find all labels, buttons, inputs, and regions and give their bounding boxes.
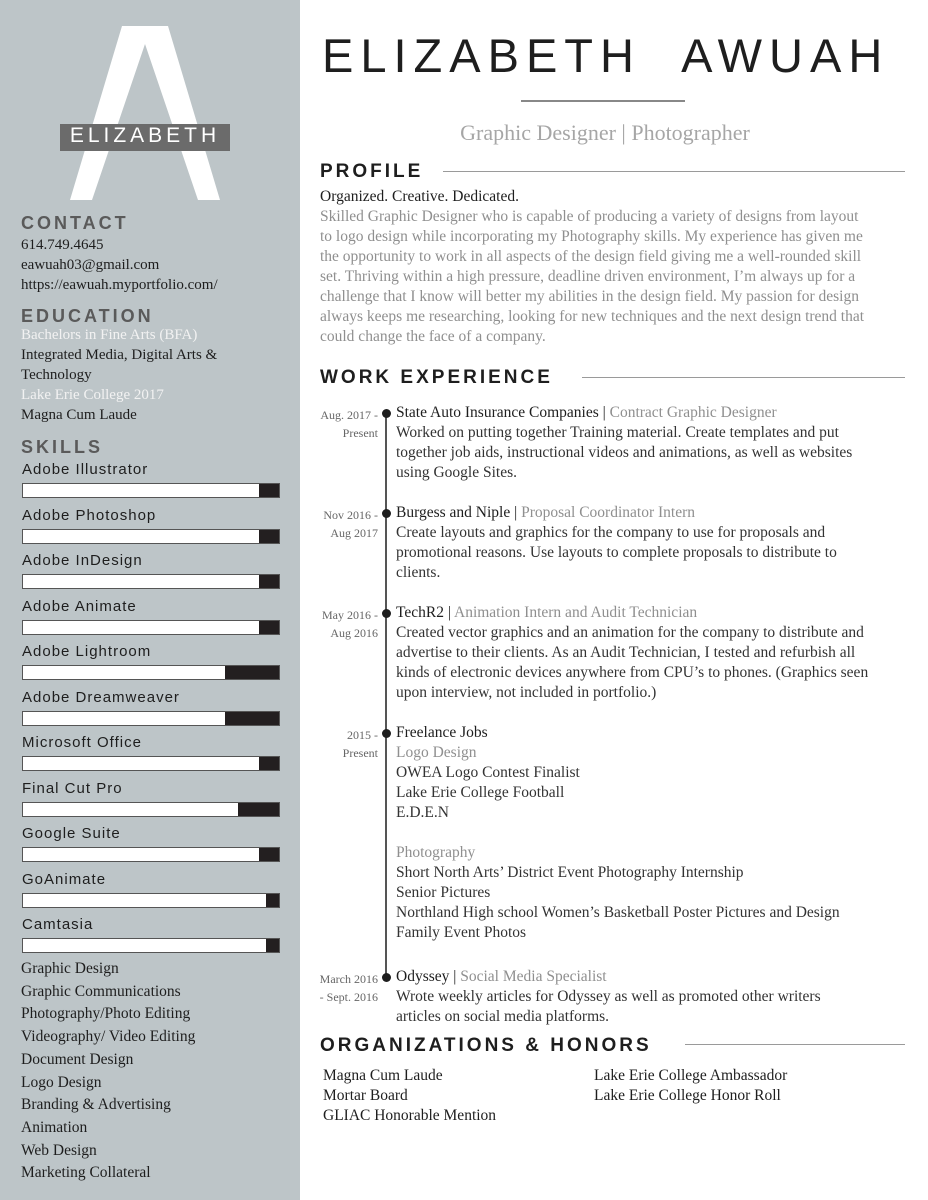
skill-list-item: Web Design	[21, 1141, 97, 1159]
skill-bar	[22, 665, 280, 680]
job-date-end: Aug 2017	[330, 526, 378, 540]
skill-bar	[22, 620, 280, 635]
job-separator: |	[602, 404, 606, 421]
skill-list-item: Document Design	[21, 1050, 134, 1068]
timeline-dot	[382, 609, 391, 618]
job-description-line: advertise to their clients. As an Audit Technician, I tested and refurbish all	[396, 644, 856, 661]
skill-list-item: Marketing Collateral	[21, 1164, 151, 1182]
contact-portfolio-link[interactable]: https://eawuah.myportfolio.com/	[21, 277, 218, 293]
profile-line: could change the face of a company.	[320, 328, 546, 345]
skill-name: GoAnimate	[22, 870, 107, 888]
skill-bar	[22, 847, 280, 862]
job-company: Odyssey	[396, 968, 450, 985]
job-header	[396, 603, 697, 623]
job-header	[396, 403, 777, 423]
freelance-item: Senior Pictures	[396, 884, 491, 901]
job-header	[396, 503, 695, 523]
skill-name: Microsoft Office	[22, 734, 142, 751]
job-role: Contract Graphic Designer	[609, 404, 777, 421]
skill-bar-fill	[259, 757, 279, 770]
skill-list-item: Photography/Photo Editing	[21, 1005, 191, 1023]
main-content	[300, 0, 928, 1200]
honor-item: GLIAC Honorable Mention	[323, 1107, 497, 1124]
job-company: Freelance Jobs	[396, 724, 488, 741]
profile-line: to logo design while incorporating my Photography skills. My experience has given me	[320, 228, 863, 245]
sidebar	[0, 0, 300, 1200]
monogram-label: ELIZABETH	[69, 124, 221, 147]
job-date-start: March 2016	[319, 972, 378, 986]
job-separator: |	[447, 604, 451, 621]
profile-line: the opportunity to work in all aspects of the design field giving me a well-rounded skill	[320, 248, 862, 265]
job-description-line: upon interview, not included in portfolio.)	[396, 684, 657, 701]
skill-name: Adobe Animate	[22, 597, 137, 615]
last-name: AWUAH	[681, 29, 890, 82]
education-school: Lake Erie College 2017	[21, 387, 164, 403]
freelance-category: Logo Design	[396, 744, 477, 761]
job-separator: |	[514, 504, 518, 521]
skill-bar	[22, 574, 280, 589]
freelance-item: OWEA Logo Contest Finalist	[396, 764, 580, 781]
skill-bar-fill	[225, 666, 279, 679]
skill-name: Adobe Photoshop	[22, 506, 157, 524]
job-role: Social Media Specialist	[460, 968, 607, 985]
freelance-item: E.D.E.N	[396, 804, 449, 821]
education-major: Integrated Media, Digital Arts &	[21, 347, 218, 363]
role-graphic: Graphic Designer	[460, 120, 616, 145]
skill-list-item: Videography/ Video Editing	[21, 1028, 196, 1046]
job-description-line: Create layouts and graphics for the company to use for proposals and	[396, 524, 826, 541]
profile-line: challenge that I know will better my abilities in the design field. My passion for design	[320, 288, 859, 305]
education-heading: EDUCATION	[21, 306, 154, 326]
honor-item: Magna Cum Laude	[323, 1067, 443, 1084]
skill-bar	[22, 483, 280, 498]
contact-email[interactable]: eawuah03@gmail.com	[21, 257, 160, 273]
skill-name: Adobe InDesign	[22, 552, 143, 569]
freelance-item: Short North Arts’ District Event Photography Internship	[396, 864, 744, 881]
skill-list-item: Logo Design	[21, 1073, 102, 1091]
skill-list-item: Graphic Design	[21, 960, 119, 977]
job-company: State Auto Insurance Companies	[396, 404, 599, 421]
education-major-cont: Technology	[21, 367, 92, 383]
skill-bar	[22, 802, 280, 817]
job-description-line: Wrote weekly articles for Odyssey as well as promoted other writers	[396, 988, 821, 1005]
job-header	[396, 967, 607, 987]
work-rule	[582, 377, 905, 378]
skill-bar	[22, 529, 280, 544]
role-photo: Photographer	[631, 120, 750, 145]
job-date-end: Present	[342, 426, 378, 440]
skill-list-item: Graphic Communications	[21, 982, 181, 1000]
skill-bar-fill	[259, 575, 279, 588]
timeline-dot	[382, 973, 391, 982]
honors-rule	[685, 1044, 905, 1045]
honor-item: Mortar Board	[323, 1087, 408, 1104]
skill-bar	[22, 756, 280, 771]
timeline-line	[385, 413, 387, 977]
skill-bar-fill	[238, 803, 279, 816]
job-description-line: clients.	[396, 564, 441, 581]
job-date-end: Present	[342, 746, 378, 760]
timeline-dot	[382, 509, 391, 518]
job-date-start: Aug. 2017 -	[320, 408, 378, 422]
job-role: Proposal Coordinator Intern	[521, 504, 696, 521]
honor-item: Lake Erie College Ambassador	[594, 1067, 788, 1084]
skill-bar-fill	[259, 621, 279, 634]
profile-tagline: Organized. Creative. Dedicated.	[320, 188, 519, 205]
job-company: Burgess and Niple	[396, 504, 511, 521]
skill-bar-fill	[266, 939, 279, 952]
contact-heading: CONTACT	[21, 213, 129, 233]
skills-heading: SKILLS	[21, 437, 104, 457]
job-description-line: together job aids, instructional videos and animations, as well as websites	[396, 444, 853, 461]
job-description-line: using Google Sites.	[396, 464, 517, 481]
timeline-dot	[382, 409, 391, 418]
profile-line: always keeps me researching, looking for new techniques and the next design trend that	[320, 308, 865, 325]
job-date-start: Nov 2016 -	[323, 508, 378, 522]
skill-name: Final Cut Pro	[22, 779, 123, 797]
skill-bar	[22, 711, 280, 726]
title-separator: |	[621, 120, 626, 145]
job-description-line: Worked on putting together Training material. Create templates and put	[396, 424, 839, 441]
job-description-line: articles on social media platforms.	[396, 1008, 610, 1025]
skill-list-item: Branding & Advertising	[21, 1096, 171, 1114]
job-description-line: Created vector graphics and an animation for the company to distribute and	[396, 624, 864, 641]
skill-bar	[22, 893, 280, 908]
job-description-line: promotional reasons. Use layouts to complete proposals to distribute to	[396, 544, 837, 561]
full-name	[322, 28, 889, 83]
job-date-end: Aug 2016	[330, 626, 378, 640]
freelance-item: Family Event Photos	[396, 924, 527, 941]
monogram-logo	[60, 24, 230, 202]
skill-name: Google Suite	[22, 825, 121, 842]
honors-heading: ORGANIZATIONS & HONORS	[320, 1035, 652, 1056]
timeline-dot	[382, 729, 391, 738]
contact-phone: 614.749.4645	[21, 237, 104, 253]
name-divider	[521, 100, 685, 102]
skill-bar	[22, 938, 280, 953]
freelance-item: Lake Erie College Football	[396, 784, 565, 801]
job-separator: |	[453, 968, 457, 985]
freelance-category: Photography	[396, 844, 476, 861]
skill-name: Adobe Lightroom	[22, 643, 152, 660]
skill-bar-fill	[259, 848, 279, 861]
profile-rule	[443, 171, 905, 172]
job-description-line: kinds of electronic devices anywhere from CPU’s to phones. (Graphics seen	[396, 664, 869, 681]
honor-item: Lake Erie College Honor Roll	[594, 1087, 781, 1104]
profile-line: set. Thriving within a high pressure, deadline driven environment, I’m always up for a	[320, 268, 856, 285]
skill-name: Adobe Dreamweaver	[22, 688, 180, 706]
job-date-start: 2015 -	[347, 728, 378, 742]
freelance-item: Northland High school Women’s Basketball Poster Pictures and Design	[396, 904, 840, 921]
job-date-end: - Sept. 2016	[319, 990, 378, 1004]
education-honor: Magna Cum Laude	[21, 407, 137, 423]
skill-list-item: Animation	[21, 1118, 88, 1136]
job-title	[300, 120, 910, 146]
skill-bar-fill	[259, 484, 279, 497]
first-name: ELIZABETH	[322, 29, 641, 82]
job-header	[396, 723, 488, 743]
job-date-start: May 2016 -	[322, 608, 378, 622]
job-company: TechR2	[396, 604, 444, 621]
profile-line: Skilled Graphic Designer who is capable of producing a variety of designs from layout	[320, 208, 859, 225]
skill-name: Camtasia	[22, 916, 94, 933]
skill-bar-fill	[225, 712, 279, 725]
skill-bar-fill	[259, 530, 279, 543]
skill-name: Adobe Illustrator	[22, 461, 149, 478]
skill-bar-fill	[266, 894, 279, 907]
profile-heading: PROFILE	[320, 161, 424, 182]
job-role: Animation Intern and Audit Technician	[454, 604, 698, 621]
education-degree: Bachelors in Fine Arts (BFA)	[21, 327, 198, 343]
work-heading: WORK EXPERIENCE	[320, 367, 553, 388]
